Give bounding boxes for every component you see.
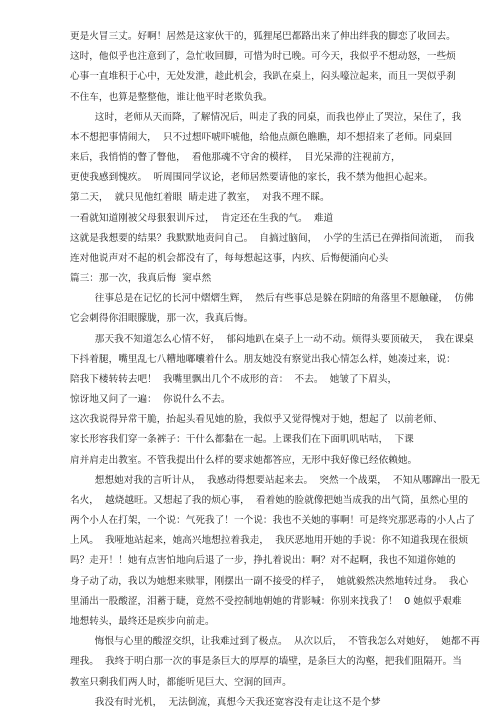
text-line: 陪我下楼转转去吧！ 我嘴里飘出几个不成形的音： 不去。 她皱了下眉头，	[70, 373, 398, 385]
text-line: 两个小人在打架，一个说：气死我了！一个说：我也不关她的事啊！可是终究那恶毒的小人占了	[70, 515, 476, 527]
text-line: 这次我说得异常干脆，抬起头看见她的脸，我似乎又觉得愧对于她，想起了 以前老师、	[70, 414, 443, 426]
paragraph-start: 往事总是在记忆的长河中熠熠生辉， 然后有些事总是躲在阴暗的角落里不愿触碰， 仿佛	[70, 293, 474, 305]
text-line: 来后，我悄悄的瞥了瞥他， 看他那魂不守舍的模样， 目光呆滞的注视前方，	[70, 152, 401, 164]
text-line: 家长形容我们穿一条裤子：干什么都黏在一起。上课我们在下面叽叽咕咕， 下课	[70, 434, 414, 446]
text-line: 下抖着腿，嘴里乱七八糟地嘟囔着什么。朋友她没有察觉出我心情怎么样，她凑过来，说：	[70, 353, 456, 365]
text-line: 名火， 越烧越旺。又想起了我的烦心事， 看着她的脸就像把她当成我的出气筒，虽然心里的	[70, 494, 469, 506]
text-line: 本不想把事情闹大， 只不过想吓唬吓唬他，给他点颜色瞧瞧，却不想招来了老师。同桌回	[70, 131, 453, 143]
paragraph-start: 这时，老师从天而降，了解情况后，叫走了我的同桌，而我也停止了哭泣，呆住了，我	[70, 111, 462, 123]
paragraph-start: 想想她对我的言听计从， 我感动得想要站起来去。 突然一个战栗， 不知从哪蹿出一股无	[70, 474, 480, 486]
essay-text	[70, 27, 480, 708]
text-line: 上风。 我哑地站起来，她高兴地想拉着我走， 我厌恶地用开她的手说：你不知道我现在很烦	[70, 535, 469, 547]
text-line: 身子动了动，我以为她想来赎罪，刚摆出一副不接受的样子， 她就毅然决然地转过身。 我心	[70, 575, 469, 587]
text-line: 地想转头，最终还是疾步向前走。	[70, 615, 215, 627]
text-line: 心事一直堆积于心中，无处发泄，趁此机会，我趴在桌上，闷头嚎泣起来，而且一哭似乎刹	[70, 71, 456, 83]
text-line: 更使我感到愧疚。 听周围同学议论，老师居然要请他的家长，我不禁为他担心起来。	[70, 172, 434, 184]
text-line: 这时，他似乎也注意到了，急忙收回脚，可惜为时已晚。可今天，我似乎不想动怒，一些烦	[70, 51, 456, 63]
text-line: 吗？走开！！她有点害怕地向后退了一步，挣扎着说出：啊？对不起啊，我也不知道你她的	[70, 555, 456, 567]
partial-line: 我没有时光机， 无法倒流，真想今天我还宽容没有走让这不是个梦	[70, 696, 381, 708]
text-line: 理我。 我终于明白那一次的事是条巨大的厚厚的墙壁，是条巨大的沟壑，把我们阻隔开。当	[70, 656, 462, 668]
paragraph-start: 那天我不知道怎么心情不好， 郁闷地趴在桌子上一动不动。烦得头要顶破天， 我在课桌	[70, 333, 474, 345]
text-line: 一看就知道刚被父母狠狠训斥过， 肯定还在生我的气。 难道	[70, 212, 334, 224]
section-heading: 篇三：那一次，我真后悔 窦卓然	[70, 273, 212, 285]
text-line: 这就是我想要的结果？我默默地责问自己。 自搞过脑间， 小学的生活已在弹指间流逝， 而我	[70, 232, 475, 244]
text-line: 它会刺得你泪眼朦胧，那一次，我真后悔。	[70, 313, 254, 325]
text-line: 教室只剩我们两人时，都能听见巨大、空洞的回声。	[70, 676, 292, 688]
text-line: 更是火冒三丈。好啊！居然是这家伙干的，狐狸尾巴都路出来了伸出绊我的脚恋了收回去。	[70, 31, 456, 42]
text-line: 不住车，也算是整整他，谁让他平时老欺负我。	[70, 91, 273, 103]
text-line: 连对他说声对不起的机会都没有了，每每想起这事，内疚、后悔便涌向心头	[70, 252, 389, 264]
text-line: 肩并肩走出教室。不管我提出什么样的要求她都答应，无形中我好像已经依赖她。	[70, 454, 418, 466]
text-line: 惊讶地又问了一遍： 你说什么不去。	[70, 394, 231, 406]
text-line: 第二天， 就只见他红着眼 睛走进了教室， 对我不理不睬。	[70, 192, 330, 204]
paragraph-start: 悔恨与心里的酸涩交织，让我难过到了极点。 从次以后， 不管我怎么对她好， 她都不再	[70, 636, 480, 648]
text-line: 里涌出一股酸涩，泪蓄于睫，竟然不受控制地朝她的背影喊：你别来找我了！ 0 她似乎艰难	[70, 595, 462, 607]
